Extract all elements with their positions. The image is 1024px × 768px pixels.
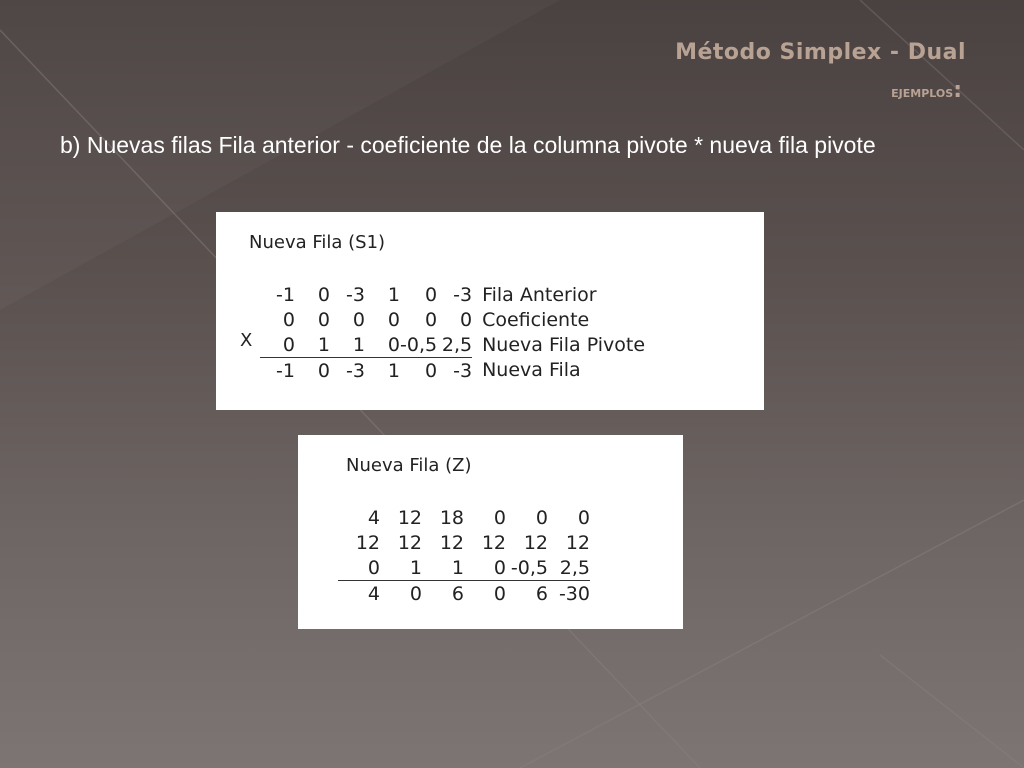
table-cell: 12 bbox=[565, 531, 590, 554]
table-cell: 0 bbox=[367, 556, 380, 579]
table-cell: 0 bbox=[464, 581, 506, 607]
table-cell: -3 bbox=[330, 358, 365, 384]
table-s1-panel bbox=[216, 212, 764, 410]
table-cell: 0 bbox=[352, 308, 365, 331]
subtitle-text: EJEMPLOS bbox=[891, 87, 954, 100]
table-cell: 0 bbox=[424, 308, 438, 331]
table-cell: 6 bbox=[422, 581, 464, 607]
table-s1-title: Nueva Fila (S1) bbox=[249, 232, 386, 253]
table-cell: -3 bbox=[437, 358, 472, 384]
row-label: Coeficiente bbox=[482, 308, 590, 331]
table-row bbox=[260, 307, 682, 332]
table-cell: 0 bbox=[535, 506, 548, 529]
table-cell: -30 bbox=[548, 581, 590, 607]
table-row bbox=[260, 282, 682, 307]
table-cell: 1 bbox=[409, 556, 422, 579]
table-row bbox=[260, 358, 682, 384]
table-cell: 0 bbox=[317, 308, 330, 331]
row-label: Nueva Fila bbox=[482, 359, 581, 382]
table-cell: 0 bbox=[387, 333, 400, 356]
multiply-operator: X bbox=[240, 330, 253, 351]
table-cell: 2,5 bbox=[441, 333, 473, 356]
slide-subtitle bbox=[891, 78, 962, 103]
table-cell: 1 bbox=[317, 333, 330, 356]
table-cell: 12 bbox=[397, 506, 422, 529]
table-cell: 0 bbox=[400, 358, 437, 384]
table-row bbox=[338, 530, 590, 555]
table-cell: 12 bbox=[397, 531, 422, 554]
table-cell: 0 bbox=[493, 556, 506, 579]
table-cell: 0 bbox=[577, 506, 590, 529]
table-cell: 12 bbox=[439, 531, 464, 554]
table-cell: 0 bbox=[424, 283, 438, 306]
subtitle-colon: : bbox=[953, 78, 962, 103]
table-cell: 6 bbox=[506, 581, 548, 607]
table-cell: 12 bbox=[355, 531, 380, 554]
table-cell: -0,5 bbox=[400, 333, 438, 356]
table-cell: 12 bbox=[523, 531, 548, 554]
table-cell: -1 bbox=[260, 358, 295, 384]
table-cell: 18 bbox=[439, 506, 464, 529]
table-cell: 0 bbox=[317, 283, 330, 306]
table-cell: 0 bbox=[295, 358, 330, 384]
table-cell: 0 bbox=[282, 333, 295, 356]
table-s1-grid bbox=[260, 282, 682, 383]
table-cell: -3 bbox=[453, 283, 473, 306]
table-cell: 1 bbox=[387, 283, 400, 306]
slide-body-text: b) Nuevas filas Fila anterior - coeficiente de la columna pivote * nueva fila pivote bbox=[60, 132, 876, 158]
table-cell: 0 bbox=[459, 308, 473, 331]
table-cell: -3 bbox=[346, 283, 365, 306]
table-cell: 4 bbox=[338, 581, 380, 607]
table-cell: 1 bbox=[451, 556, 464, 579]
table-z-grid bbox=[338, 505, 590, 606]
table-z-panel bbox=[298, 435, 683, 629]
table-cell: 1 bbox=[352, 333, 365, 356]
table-cell: -1 bbox=[276, 283, 295, 306]
table-cell: 4 bbox=[367, 506, 380, 529]
table-row bbox=[338, 505, 590, 530]
table-row bbox=[260, 332, 682, 358]
slide-title: Método Simplex - Dual bbox=[675, 40, 966, 65]
table-cell: 2,5 bbox=[559, 556, 590, 579]
table-cell: 0 bbox=[282, 308, 295, 331]
table-cell: -0,5 bbox=[510, 556, 548, 579]
table-z-title: Nueva Fila (Z) bbox=[346, 455, 472, 476]
row-label: Nueva Fila Pivote bbox=[482, 333, 646, 356]
table-row bbox=[338, 581, 590, 607]
table-cell: 0 bbox=[387, 308, 400, 331]
table-cell: 0 bbox=[380, 581, 422, 607]
table-cell: 0 bbox=[493, 506, 506, 529]
table-cell: 12 bbox=[481, 531, 506, 554]
table-cell: 1 bbox=[365, 358, 400, 384]
row-label: Fila Anterior bbox=[482, 283, 597, 306]
table-row bbox=[338, 555, 590, 581]
